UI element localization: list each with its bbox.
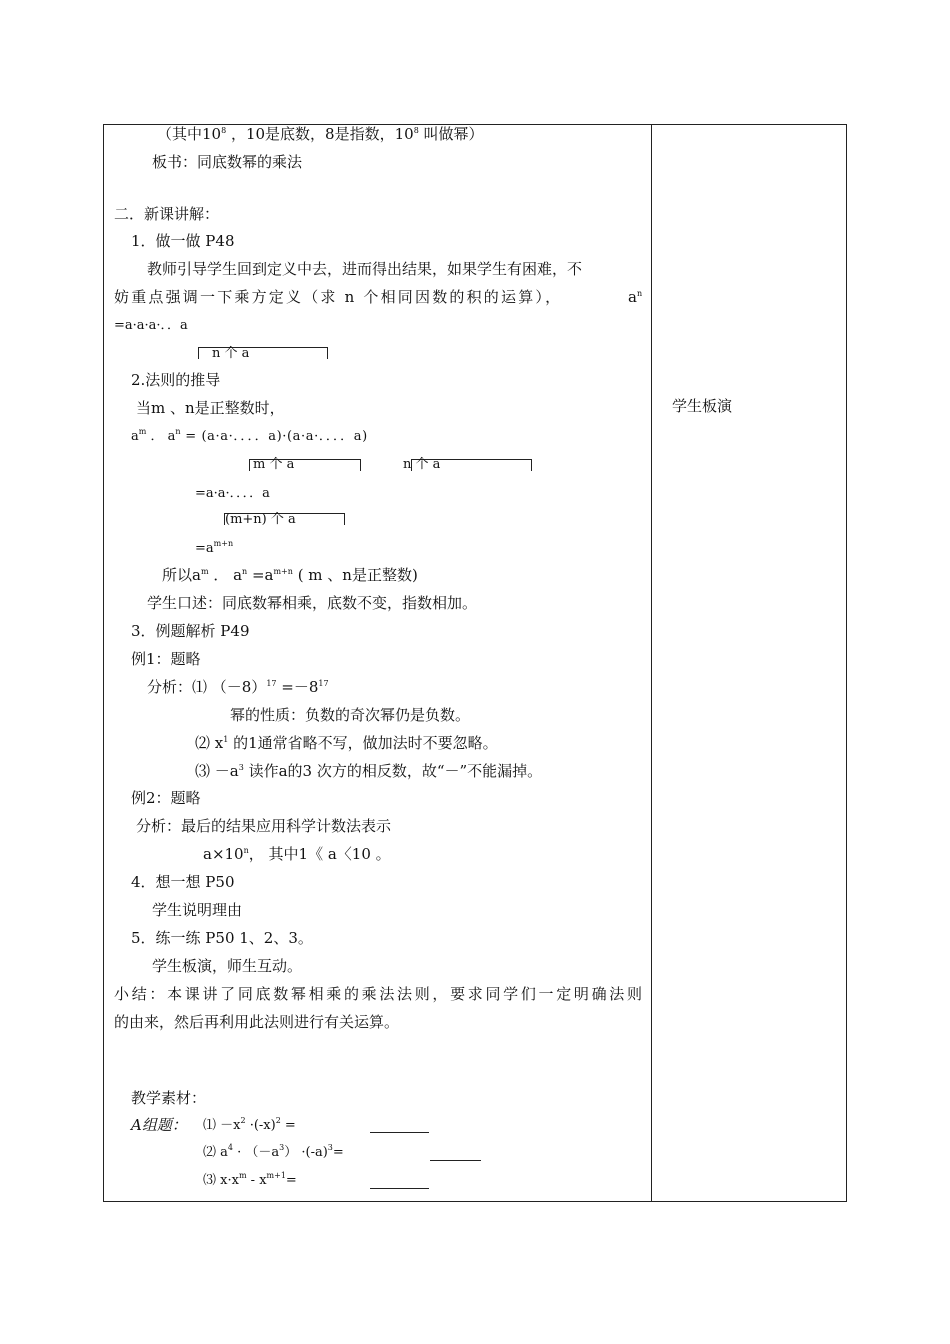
- intro-line-1: （其中$10^8$ ，10是底数，8是指数，$10^8$ 叫做幂）: [157, 125, 484, 143]
- rule-conclusion: 所以$a^m$ ． $a^n =a^{m+n}$ ( m 、n是正整数): [162, 566, 418, 584]
- brace-n-a-label: n 个 a: [212, 346, 250, 361]
- example1-analysis-3: ⑵ $x^1$ 的1通常省略不写，做加法时不要忽略。: [195, 734, 498, 752]
- item4-text: 学生说明理由: [152, 901, 243, 919]
- brace-n-a-2-label: n 个 a: [403, 457, 441, 472]
- item1-text-1: 教师引导学生回到定义中去，进而得出结果，如果学生有困难，不: [147, 260, 583, 278]
- answer-blank-2[interactable]: [430, 1160, 481, 1161]
- item3-title: 3．例题解析 P49: [131, 622, 250, 640]
- derivation-line-1: $a^m$ ． $a^n = (a\cdot a\cdot$．．．．a)·(a·a·．．．．a): [131, 427, 368, 444]
- student-statement: 学生口述：同底数幂相乘，底数不变，指数相加。: [147, 594, 478, 612]
- example1-analysis-1: 分析：⑴ $(-8)^{17} =-8^{17}$: [147, 678, 329, 696]
- answer-blank-3[interactable]: [370, 1188, 429, 1189]
- side-note: 学生板演: [672, 397, 733, 415]
- question-1: ⑴ $-x^2 \cdot(-x)^2$ =: [203, 1116, 296, 1133]
- derivation-line-3: $=a^{m+n}$: [195, 539, 234, 556]
- item2-condition: 当m 、n是正整数时，: [136, 399, 285, 417]
- question-2: ⑵ $a^4 \cdot (-a^3) \cdot(-a)^3=$: [203, 1143, 344, 1160]
- example1-analysis-2: 幂的性质：负数的奇次幂仍是负数。: [230, 706, 471, 724]
- brace-m-a-label: m 个 a: [253, 457, 295, 472]
- brace-mn-a-label: (m+n) 个 a: [225, 512, 296, 527]
- item2-title: 2.法则的推导: [131, 371, 221, 389]
- section-title: 二．新课讲解：: [114, 205, 220, 223]
- column-divider: [651, 125, 652, 1201]
- derivation-line-2: =a·a·．．．．a: [195, 486, 270, 501]
- group-a-label: A组题：: [131, 1116, 187, 1134]
- example2-title: 例2：题略: [131, 789, 201, 807]
- item5-title: 5．练一练 P50 1、2、3。: [131, 929, 313, 947]
- materials-title: 教学素材：: [131, 1089, 207, 1107]
- example1-title: 例1：题略: [131, 650, 201, 668]
- item5-text: 学生板演，师生互动。: [152, 957, 303, 975]
- intro-line-2: 板书：同底数幂的乘法: [152, 153, 303, 171]
- item1-text-2: 妨重点强调一下乘方定义（求 n 个相同因数的积的运算），: [114, 288, 563, 306]
- summary-line-1: 小结：本课讲了同底数幂相乘的乘法法则，要求同学们一定明确法则: [114, 985, 642, 1003]
- item4-title: 4．想一想 P50: [131, 873, 235, 891]
- example2-analysis-1: 分析：最后的结果应用科学计数法表示: [136, 817, 392, 835]
- item1-title: 1．做一做 P48: [131, 232, 235, 250]
- item1-text-2-power: $a^n$: [628, 288, 643, 306]
- answer-blank-1[interactable]: [370, 1132, 429, 1133]
- summary-line-2: 的由来，然后再利用此法则进行有关运算。: [114, 1013, 400, 1031]
- question-3: ⑶ $x\cdot x^m - x^{m+1}=$: [203, 1171, 297, 1188]
- lesson-table: [103, 124, 847, 1202]
- example1-analysis-4: ⑶ $-a^3$ 读作a的3 次方的相反数，故“－”不能漏掉。: [195, 762, 543, 780]
- item1-text-3: =a·a·a·．．a: [114, 318, 188, 333]
- example2-analysis-2: $a\times 10^n$， 其中1《 a〈10 。: [203, 845, 391, 863]
